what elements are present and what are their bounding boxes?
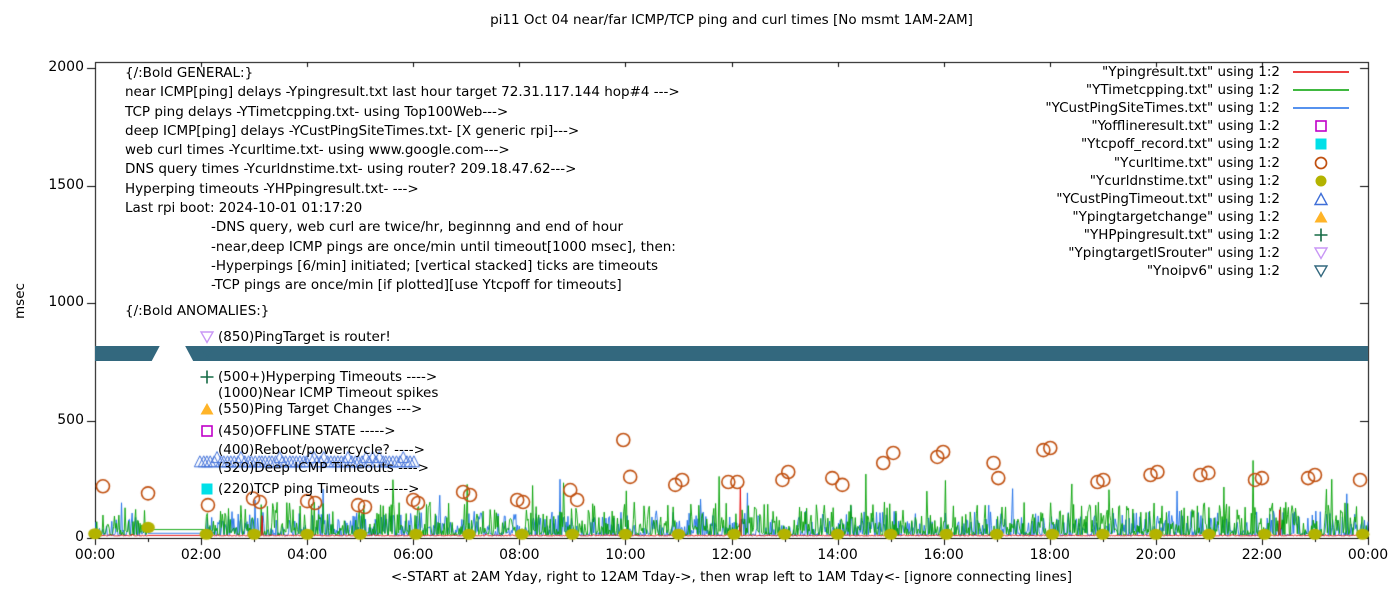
legend-label: "Ynoipv6" using 1:2 <box>1146 263 1280 280</box>
legend-label: "Ycurltime.txt" using 1:2 <box>1113 154 1280 171</box>
legend-label: "Ypingresult.txt" using 1:2 <box>1102 64 1280 80</box>
x-tick-label: 18:00 <box>1029 547 1070 563</box>
legend-label: "Yofflineresult.txt" using 1:2 <box>1091 118 1280 135</box>
general-annotation-line: -near,deep ICMP pings are once/min until timeout[1000 msec], then: <box>211 238 676 255</box>
x-tick-label: 16:00 <box>923 547 964 563</box>
legend-row <box>900 190 1356 208</box>
legend-key-plus-icon <box>1286 227 1356 243</box>
general-annotation-block <box>125 64 680 296</box>
anomaly-legend-row <box>218 423 396 439</box>
x-tick-label: 14:00 <box>817 547 858 563</box>
legend-row <box>900 208 1356 226</box>
legend-key-square-open-icon <box>1286 118 1356 134</box>
y-tick-label: 500 <box>57 411 84 428</box>
anomaly-legend-row <box>218 460 429 476</box>
anomaly-legend-text: (450)OFFLINE STATE -----> <box>218 423 396 439</box>
anomaly-legend-row <box>218 481 420 497</box>
legend-key-triangle-up-open-icon <box>1286 191 1356 207</box>
anomaly-legend-text: (220)TCP ping Timeouts -----> <box>218 481 420 497</box>
noipv6-triangle-icon <box>199 344 215 360</box>
general-annotation-line: TCP ping delays -YTimetcpping.txt- using Top100Web---> <box>125 103 509 120</box>
y-tick-label: 0 <box>75 529 84 545</box>
triangle-down-open-icon <box>199 329 215 345</box>
legend-label: "Ytcpoff_record.txt" using 1:2 <box>1080 136 1280 153</box>
general-annotation-line: -TCP pings are once/min [if plotted][use Ytcpoff for timeouts] <box>211 277 622 294</box>
x-tick-label: 20:00 <box>1135 547 1176 563</box>
legend-key-square-filled-icon <box>1286 136 1356 152</box>
anomaly-legend-text: (1000)Near ICMP Timeout spikes <box>218 385 439 401</box>
general-header: {/:Bold GENERAL:} <box>125 65 254 81</box>
anomaly-legend-text: (550)Ping Target Changes ---> <box>218 401 423 417</box>
x-tick-label: 12:00 <box>711 547 752 563</box>
x-tick-label: 02:00 <box>180 547 222 563</box>
general-annotation-line: web curl times -Ycurltime.txt- using www.google.com---> <box>125 142 510 159</box>
general-annotation-line: -Hyperpings [6/min] initiated; [vertical stacked] ticks are timeouts <box>211 257 659 274</box>
legend-key-triangle-up-filled-icon <box>1286 209 1356 225</box>
general-annotation-line: -DNS query, web curl are twice/hr, beginnng and end of hour <box>211 219 624 236</box>
noipv6-band-segment <box>185 346 1368 361</box>
anomaly-legend-text: (400)Reboot/powercycle? ----> <box>218 442 425 458</box>
anomaly-legend-row <box>218 401 422 417</box>
legend-row <box>900 135 1356 153</box>
square-open-icon <box>199 423 215 439</box>
x-tick-label: 10:00 <box>605 547 646 563</box>
legend-key-circle-open-icon <box>1286 155 1356 171</box>
legend-row <box>900 172 1356 190</box>
anomaly-legend-text: (500+)Hyperping Timeouts ----> <box>218 369 438 385</box>
legend-label: "Ypingtargetchange" using 1:2 <box>1072 208 1280 225</box>
anomaly-legend-text: (320)Deep ICMP Timeouts ----> <box>218 460 429 476</box>
noipv6-band-segment <box>95 346 160 361</box>
legend-row <box>900 99 1356 117</box>
legend-label: "Ycurldnstime.txt" using 1:2 <box>1089 172 1280 189</box>
chart-title: pi11 Oct 04 near/far ICMP/TCP ping and curl times [No msmt 1AM-2AM] <box>490 12 973 28</box>
x-tick-label: 08:00 <box>499 547 540 563</box>
legend-key-circle-filled-icon <box>1286 173 1356 189</box>
legend-label: "YCustPingSiteTimes.txt" using 1:2 <box>1045 100 1280 117</box>
legend-row <box>900 81 1356 99</box>
x-axis-caption: <-START at 2AM Yday, right to 12AM Tday->, then wrap left to 1AM Tday<- [ignore connecting lines] <box>390 569 1073 585</box>
legend-key-line-icon <box>1286 64 1356 80</box>
legend-label: "YHPpingresult.txt" using 1:2 <box>1083 226 1280 243</box>
general-annotation-line: near ICMP[ping] delays -Ypingresult.txt last hour target 72.31.117.144 hop#4 ---> <box>125 84 680 101</box>
legend-key-triangle-down-open-icon <box>1286 263 1356 279</box>
legend-row <box>900 262 1356 280</box>
x-tick-label: 00:00 <box>1347 547 1389 563</box>
general-annotation-line: Hyperping timeouts -YHPpingresult.txt- ---> <box>125 180 419 197</box>
legend-key-triangle-down-open-icon <box>1286 245 1356 261</box>
x-tick-label: 06:00 <box>393 547 434 563</box>
anomaly-legend-row <box>218 442 425 458</box>
legend-row <box>900 226 1356 244</box>
x-tick-label: 04:00 <box>286 547 328 563</box>
square-filled-icon <box>199 481 215 497</box>
legend-key-line-icon <box>1286 82 1356 98</box>
legend-label: "YpingtargetISrouter" using 1:2 <box>1068 245 1280 261</box>
y-tick-label: 1500 <box>48 176 84 193</box>
anomaly-legend-row <box>218 329 391 345</box>
x-tick-label: 00:00 <box>74 547 116 563</box>
legend-label: "YTimetcpping.txt" using 1:2 <box>1085 82 1280 99</box>
legend-label: "YCustPingTimeout.txt" using 1:2 <box>1056 190 1280 207</box>
legend-key-line-icon <box>1286 100 1356 116</box>
legend-row <box>900 63 1356 81</box>
legend-row <box>900 117 1356 135</box>
general-annotation-line: deep ICMP[ping] delays -YCustPingSiteTimes.txt- [X generic rpi]---> <box>125 122 580 139</box>
triangle-up-filled-icon <box>199 401 215 417</box>
general-annotation-line: DNS query times -Ycurldnstime.txt- using router? 209.18.47.62---> <box>125 161 577 178</box>
y-tick-label: 1000 <box>48 294 84 310</box>
legend-row <box>900 154 1356 172</box>
x-tick-label: 22:00 <box>1241 547 1283 563</box>
general-annotation-line: Last rpi boot: 2024-10-01 01:17:20 <box>125 200 363 217</box>
anomalies-header: {/:Bold ANOMALIES:} <box>125 303 270 319</box>
legend-row <box>900 244 1356 262</box>
anomaly-legend-row <box>218 369 437 385</box>
y-tick-label: 2000 <box>48 59 84 75</box>
y-axis-label: msec <box>12 283 28 319</box>
anomaly-legend-row <box>218 385 438 401</box>
anomaly-legend-text: (850)PingTarget is router! <box>218 329 391 345</box>
plus-icon <box>199 369 215 385</box>
